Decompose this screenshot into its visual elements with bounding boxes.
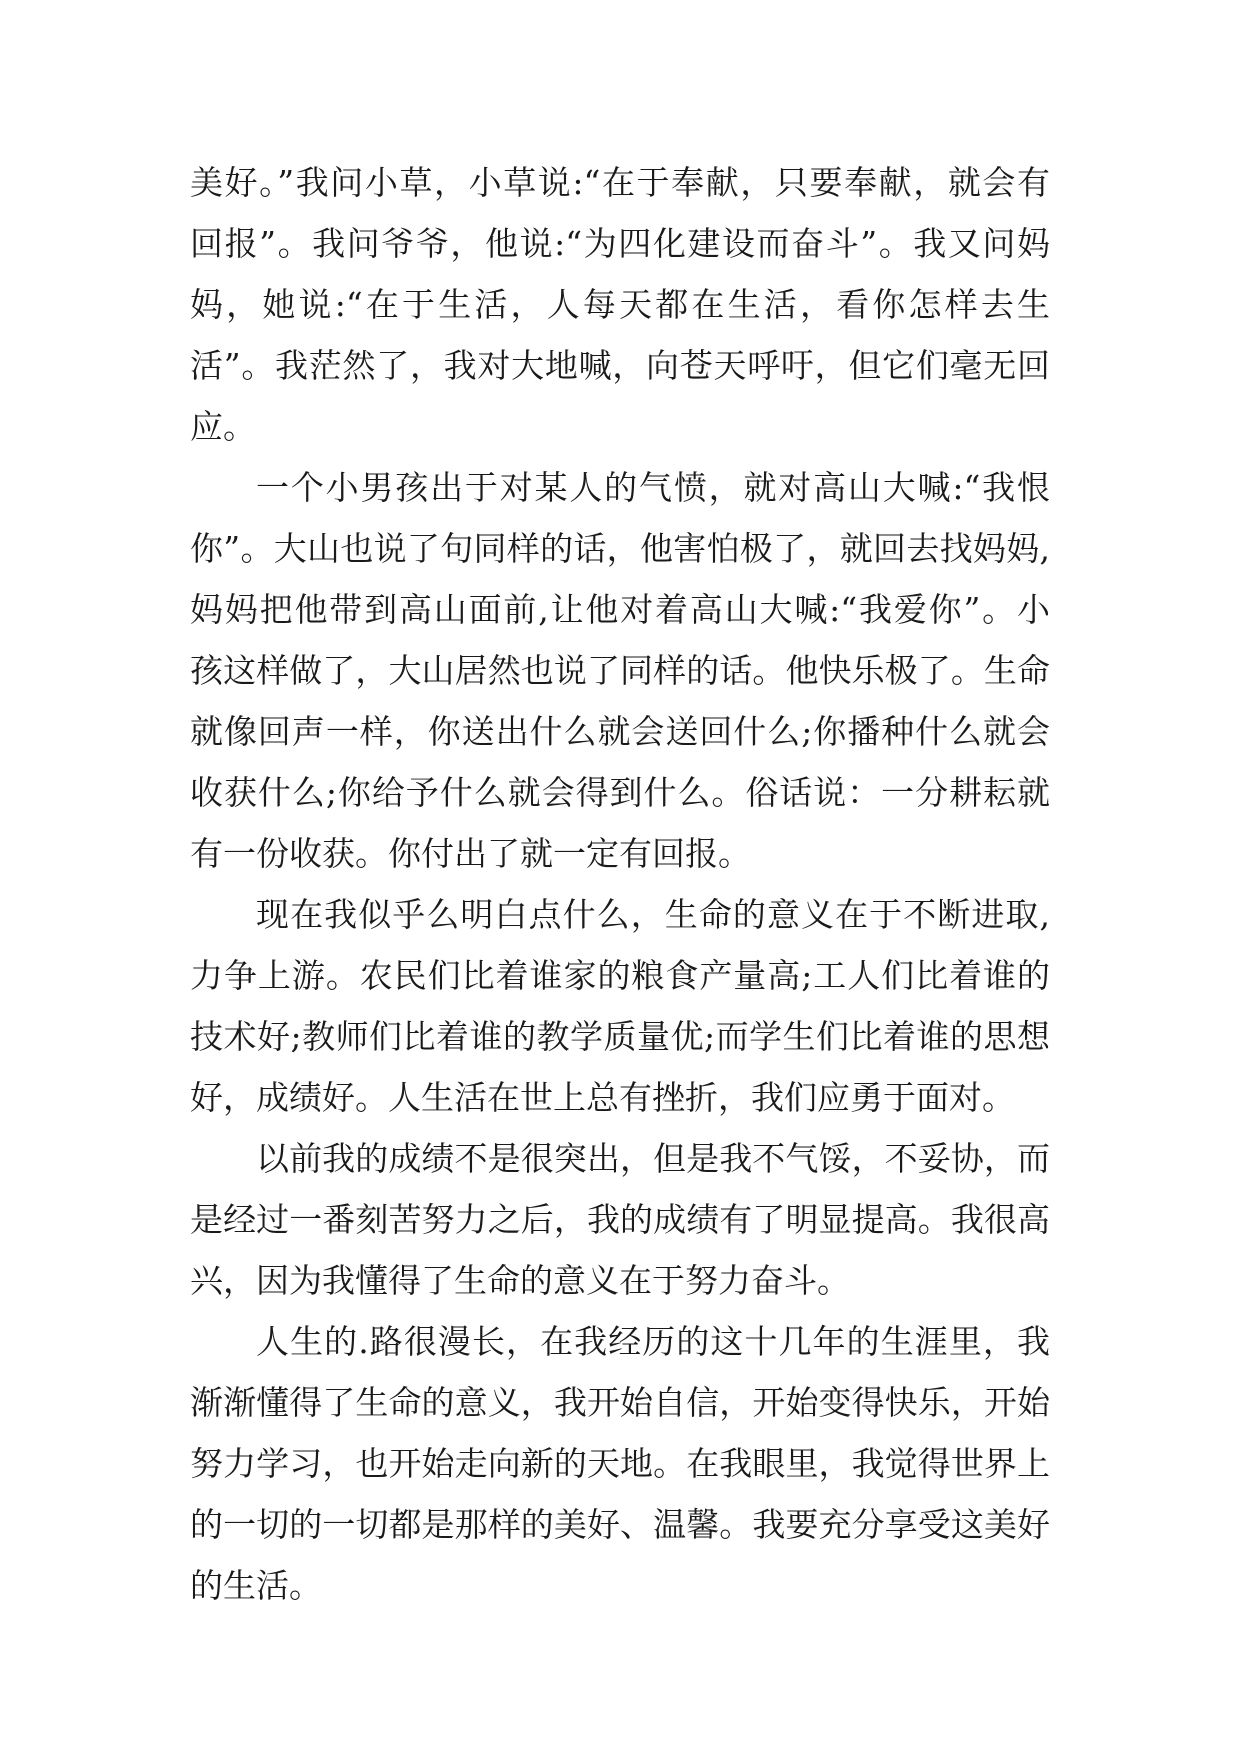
text-line: 努力学习，也开始走向新的天地。在我眼里，我觉得世界上 xyxy=(190,1444,1050,1483)
text-line: 的生活。 xyxy=(190,1566,322,1605)
text-line: 以前我的成绩不是很突出，但是我不气馁，不妥协，而 xyxy=(256,1139,1050,1178)
text-line: 就像回声一样，你送出什么就会送回什么;你播种什么就会 xyxy=(190,712,1050,751)
text-line: 人生的.路很漫长，在我经历的这十几年的生涯里，我 xyxy=(256,1322,1050,1361)
text-line: 妈，她说:“在于生活，人每天都在生活，看你怎样去生 xyxy=(190,285,1050,324)
text-line: 你”。大山也说了句同样的话，他害怕极了，就回去找妈妈, xyxy=(190,529,1050,568)
text-line: 有一份收获。你付出了就一定有回报。 xyxy=(190,834,751,873)
text-line: 是经过一番刻苦努力之后，我的成绩有了明显提高。我很高 xyxy=(190,1200,1050,1239)
text-line: 渐渐懂得了生命的意义，我开始自信，开始变得快乐，开始 xyxy=(190,1383,1050,1422)
text-line: 好，成绩好。人生活在世上总有挫折，我们应勇于面对。 xyxy=(190,1078,1015,1117)
text-line: 美好。”我问小草，小草说:“在于奉献，只要奉献，就会有 xyxy=(190,163,1050,202)
text-line: 回报”。我问爷爷，他说:“为四化建设而奋斗”。我又问妈 xyxy=(190,224,1050,263)
text-line: 妈妈把他带到高山面前,让他对着高山大喊:“我爱你”。小 xyxy=(190,590,1050,629)
text-line: 应。 xyxy=(190,407,256,446)
body-text xyxy=(190,152,1050,1616)
text-line: 活”。我茫然了，我对大地喊，向苍天呼吁，但它们毫无回 xyxy=(190,346,1050,385)
text-line: 兴，因为我懂得了生命的意义在于努力奋斗。 xyxy=(190,1261,850,1300)
text-line: 技术好;教师们比着谁的教学质量优;而学生们比着谁的思想 xyxy=(190,1017,1050,1056)
text-line: 现在我似乎么明白点什么，生命的意义在于不断进取, xyxy=(256,895,1050,934)
text-line: 一个小男孩出于对某人的气愤，就对高山大喊:“我恨 xyxy=(256,468,1050,507)
text-line: 的一切的一切都是那样的美好、温馨。我要充分享受这美好 xyxy=(190,1505,1050,1544)
text-line: 力争上游。农民们比着谁家的粮食产量高;工人们比着谁的 xyxy=(190,956,1050,995)
text-line: 孩这样做了，大山居然也说了同样的话。他快乐极了。生命 xyxy=(190,651,1050,690)
text-line: 收获什么;你给予什么就会得到什么。俗话说：一分耕耘就 xyxy=(190,773,1050,812)
